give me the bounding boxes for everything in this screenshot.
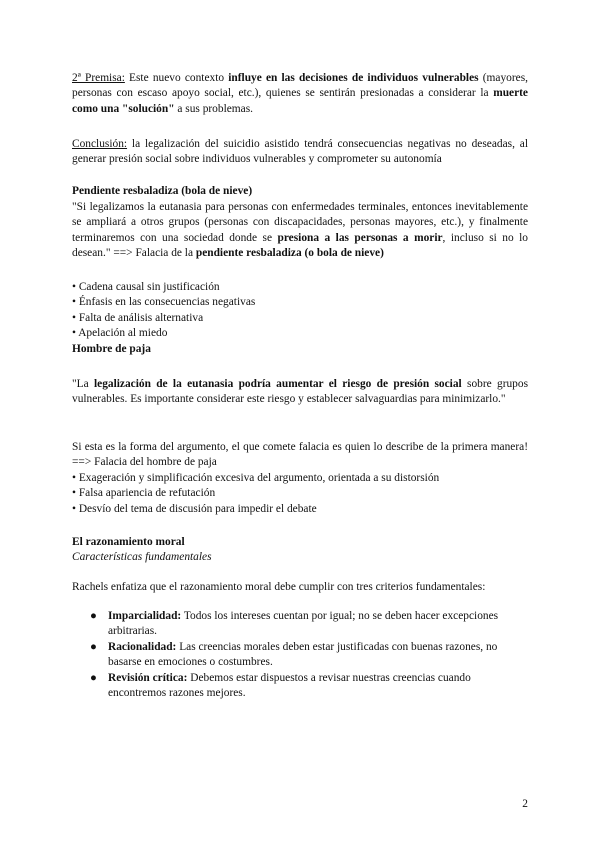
list-item: • Desvío del tema de discusión para impedir el debate [72,502,317,515]
criterion-rationality [72,640,528,671]
list-item: • Exageración y simplificación excesiva del argumento, orientada a su distorsión [72,471,440,484]
list-item: • Falsa apariencia de refutación [72,487,216,500]
strawman-heading [72,342,528,357]
moral-heading [72,535,528,550]
bullet-icon: ● [90,610,97,622]
premise-2-text-2: (mayores, personas con escaso apoyo social, etc.), quienes se sentirán presionadas a considerar la [72,72,528,100]
strawman-quote [72,377,528,408]
bullet-icon: ● [90,640,97,653]
list-item: • Énfasis en las consecuencias negativas [72,296,256,309]
criterion-text: Debemos estar dispuestos a revisar nuestras creencias cuando encontremos razones mejores. [108,671,471,700]
slippery-text-1: "Si legalizamos la eutanasia para personas con enfermedades terminales, entonces inevitablemente se ampliará a otros grupos (personas con discapacidades, personas mayores, etc.), y finalmente terminaremos con una sociedad donde se [72,201,528,244]
premise-2-bold-1: influye en las decisiones de individuos vulnerables [228,72,479,84]
list-item: • Apelación al miedo [72,327,168,340]
slippery-bold-2: pendiente resbaladiza (o bola de nieve) [195,247,384,260]
strawman-explanation [72,440,528,517]
conclusion-label: Conclusión: [72,138,128,150]
criterion-impartiality [72,609,528,640]
criterion-text: Las creencias morales deben estar justificadas con buenas razones, no basarse en emociones o costumbres. [108,640,498,669]
list-item: • Falta de análisis alternativa [72,311,204,324]
premise-2-paragraph [72,71,528,117]
premise-2-bold-2: muerte como una "solución" [72,87,528,115]
conclusion-paragraph [72,137,528,168]
criterion-text: Todos los intereses cuentan por igual; no se deben hacer excepciones arbitrarias. [108,610,499,638]
list-item: • Cadena causal sin justificación [72,281,220,293]
strawman-quote-rest: sobre grupos vulnerables. Es importante considerar este riesgo y establecer salvaguardias para minimizarlo." [72,378,529,406]
criterion-term: Racionalidad: [108,640,177,653]
moral-subheading [72,550,528,565]
slippery-bold-1: presiona a las personas a morir [277,231,443,244]
slippery-slope-bullets [72,280,528,357]
moral-section-header [72,535,528,566]
slippery-slope-heading-text: Pendiente resbaladiza (bola de nieve) [72,185,253,197]
moral-heading-text: El razonamiento moral [72,536,185,548]
criterion-term: Imparcialidad: [108,610,182,622]
criterion-term: Revisión crítica: [108,671,188,684]
strawman-heading-text: Hombre de paja [72,342,151,355]
slippery-slope-quote [72,200,528,262]
moral-intro: Rachels enfatiza que el razonamiento moral debe cumplir con tres criterios fundamentales: [72,581,486,593]
premise-2-text-3: a sus problemas. [174,102,253,115]
moral-subheading-text: Características fundamentales [72,551,212,564]
premise-2-label: 2ª Premisa: [72,72,125,84]
strawman-text: Si esta es la forma del argumento, el que comete falacia es quien lo describe de la primera manera! ==> Falacia del hombre de paja [72,441,528,469]
strawman-quote-open: "La [72,378,94,390]
slippery-slope-heading [72,184,528,199]
slippery-text-2: , incluso si no lo desean." ==> Falacia de la [72,231,528,260]
criterion-critical-review [72,671,528,702]
criteria-list [72,609,528,701]
premise-2-text-1: Este nuevo contexto [124,72,229,84]
strawman-quote-bold: legalización de la eutanasia podría aumentar el riesgo de presión social [93,378,462,390]
bullet-icon: ● [90,671,97,684]
page-number: 2 [522,798,528,810]
conclusion-text: la legalización del suicidio asistido tendrá consecuencias negativas no deseadas, al generar presión social sobre individuos vulnerables y comprometer su autonomía [72,138,528,166]
